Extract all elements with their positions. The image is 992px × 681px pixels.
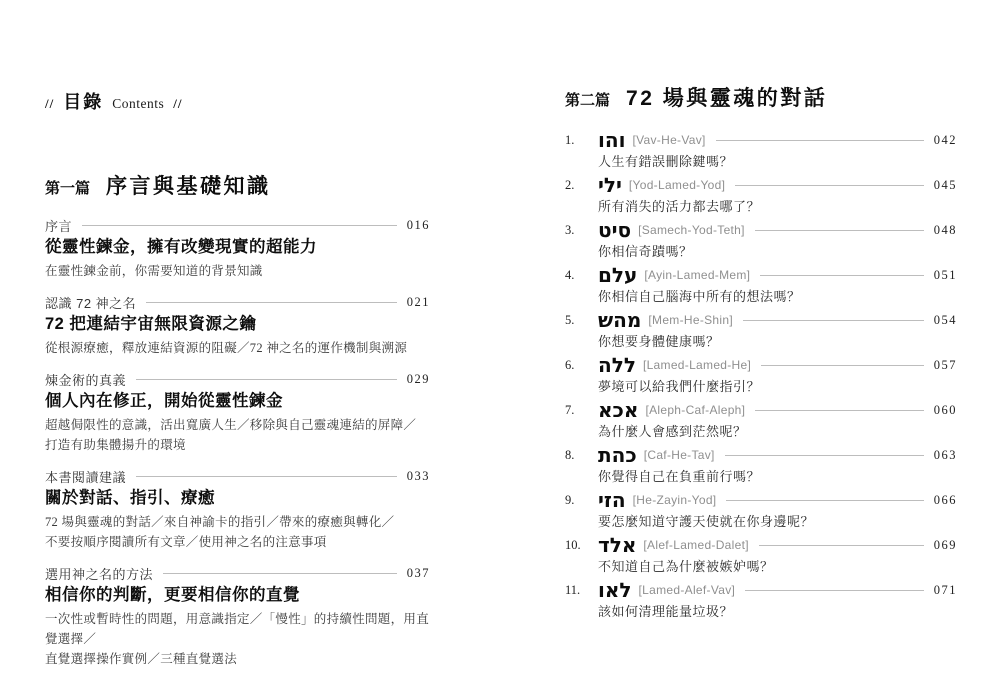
toc-item [565, 263, 957, 305]
item-line [565, 443, 957, 467]
item-number: 2. [565, 177, 575, 192]
entry-title: 關於對話、指引、療癒 [45, 489, 215, 507]
hebrew-name: מהש [598, 308, 642, 332]
page-number: 029 [406, 371, 430, 386]
item-line [565, 533, 957, 557]
toc-entry [45, 370, 430, 455]
toc-item [565, 353, 957, 395]
toc-item [565, 533, 957, 575]
toc-entry [45, 216, 430, 281]
item-question: 該如何清理能量垃圾？ [598, 604, 734, 619]
toc-entry [45, 467, 430, 552]
page-number: 069 [933, 537, 957, 552]
leader-line [759, 545, 924, 546]
entry-line [45, 216, 430, 234]
item-question: 夢境可以給我們什麼指引？ [598, 379, 761, 394]
leader-line [745, 590, 924, 591]
transliteration: [Lamed-Lamed-He] [642, 358, 752, 372]
part-two-label: 第二篇 [565, 92, 611, 109]
entry-description: 72 場與靈魂的對話／來自神諭卡的指引／帶來的療癒與轉化／ [45, 515, 395, 529]
transliteration: [Ayin-Lamed-Mem] [644, 268, 751, 282]
entry-title: 72 把連結宇宙無限資源之鑰 [45, 315, 257, 333]
toc-subtitle: Contents [112, 96, 165, 111]
item-number: 3. [565, 222, 575, 237]
toc-item [565, 578, 957, 620]
leader-line [146, 302, 397, 303]
page-number: 071 [933, 582, 957, 597]
toc-item [565, 308, 957, 350]
leader-line [136, 476, 397, 477]
left-column [45, 88, 430, 681]
transliteration: [Aleph-Caf-Aleph] [645, 403, 746, 417]
transliteration: [Caf-He-Tav] [643, 448, 715, 462]
entry-description: 從根源療癒，釋放連結資源的阻礙／72 神之名的運作機制與溯源 [45, 341, 408, 355]
part-one-heading [45, 174, 430, 202]
toc-header [45, 88, 430, 110]
item-number: 8. [565, 447, 575, 462]
page-number: 057 [933, 357, 957, 372]
item-question: 人生有錯誤刪除鍵嗎？ [598, 154, 734, 169]
page-number: 063 [933, 447, 957, 462]
item-number: 6. [565, 357, 575, 372]
hebrew-name: עלם [598, 263, 638, 287]
hebrew-name: לאו [598, 578, 632, 602]
transliteration: [Vav-He-Vav] [632, 133, 706, 147]
page-number: 016 [406, 217, 430, 232]
item-number: 4. [565, 267, 575, 282]
item-question: 你相信奇蹟嗎？ [598, 244, 693, 259]
toc-item [565, 488, 957, 530]
item-number: 11. [565, 582, 581, 597]
entry-description: 不要按順序閱讀所有文章／使用神之名的注意事項 [45, 535, 327, 549]
transliteration: [Samech-Yod-Teth] [638, 223, 745, 237]
hebrew-name: הזי [598, 488, 626, 512]
page-number: 060 [933, 402, 957, 417]
page-number: 037 [406, 565, 430, 580]
toc-item [565, 173, 957, 215]
transliteration: [He-Zayin-Yod] [632, 493, 717, 507]
decorative-slashes-left: // [45, 96, 55, 111]
hebrew-name: ילי [598, 173, 622, 197]
item-question: 要怎麼知道守護天使就在你身邊呢？ [598, 514, 815, 529]
part-two-items [565, 128, 957, 620]
leader-line [755, 230, 924, 231]
leader-line [761, 365, 924, 366]
entry-line [45, 564, 430, 582]
item-number: 7. [565, 402, 575, 417]
entry-label: 認識 72 神之名 [45, 295, 137, 311]
part-two-title: 72 場與靈魂的對話 [626, 87, 828, 110]
toc-item [565, 443, 957, 485]
entry-description: 打造有助集體揚升的環境 [45, 438, 186, 452]
entry-description: 超越侷限性的意識，活出寬廣人生／移除與自己靈魂連結的屏障／ [45, 418, 417, 432]
hebrew-name: ללה [598, 353, 636, 377]
toc-item [565, 218, 957, 260]
leader-line [755, 410, 923, 411]
item-line [565, 263, 957, 287]
entry-line [45, 370, 430, 388]
page-number: 045 [933, 177, 957, 192]
entry-description: 在靈性鍊金前，你需要知道的背景知識 [45, 264, 263, 278]
leader-line [163, 573, 397, 574]
item-question: 不知道自己為什麼被嫉妒嗎？ [598, 559, 774, 574]
toc-entry [45, 564, 430, 669]
toc-item [565, 398, 957, 440]
transliteration: [Lamed-Alef-Vav] [638, 583, 736, 597]
item-question: 為什麼人會感到茫然呢？ [598, 424, 747, 439]
item-question: 你相信自己腦海中所有的想法嗎？ [598, 289, 801, 304]
item-number: 5. [565, 312, 575, 327]
hebrew-name: סיט [598, 218, 632, 242]
hebrew-name: כהת [598, 443, 637, 467]
transliteration: [Yod-Lamed-Yod] [628, 178, 726, 192]
item-line [565, 398, 957, 422]
leader-line [743, 320, 924, 321]
transliteration: [Mem-He-Shin] [648, 313, 733, 327]
leader-line [136, 379, 397, 380]
page-number: 042 [933, 132, 957, 147]
leader-line [735, 185, 924, 186]
part-one-title: 序言與基礎知識 [106, 175, 271, 198]
page-number: 048 [933, 222, 957, 237]
hebrew-name: אלד [598, 533, 637, 557]
item-question: 你覺得自己在負重前行嗎？ [598, 469, 761, 484]
hebrew-name: אכא [598, 398, 639, 422]
entry-title: 個人內在修正，開始從靈性鍊金 [45, 392, 283, 410]
item-question: 你想要身體健康嗎？ [598, 334, 720, 349]
page-number: 033 [406, 468, 430, 483]
item-line [565, 578, 957, 602]
item-question: 所有消失的活力都去哪了？ [598, 199, 761, 214]
item-line [565, 128, 957, 152]
right-column [565, 86, 957, 623]
entry-line [45, 467, 430, 485]
part-two-heading [565, 86, 957, 114]
hebrew-name: והו [598, 128, 626, 152]
entry-label: 煉金術的真義 [45, 372, 127, 388]
leader-line [760, 275, 923, 276]
page-number: 066 [933, 492, 957, 507]
item-number: 9. [565, 492, 575, 507]
leader-line [725, 455, 924, 456]
item-line [565, 353, 957, 377]
page-number: 021 [406, 294, 430, 309]
toc-entry [45, 293, 430, 358]
entry-description: 一次性或暫時性的問題，用意識指定／「慢性」的持續性問題，用直覺選擇／ [45, 612, 430, 646]
item-line [565, 308, 957, 332]
entry-label: 選用神之名的方法 [45, 566, 154, 582]
toc-item [565, 128, 957, 170]
item-line [565, 173, 957, 197]
leader-line [726, 500, 923, 501]
part-one-sections [45, 216, 430, 669]
part-one-label: 第一篇 [45, 180, 91, 197]
leader-line [716, 140, 924, 141]
item-number: 10. [565, 537, 581, 552]
item-line [565, 218, 957, 242]
toc-title: 目錄 [63, 92, 104, 112]
entry-title: 從靈性鍊金，擁有改變現實的超能力 [45, 238, 317, 256]
page-number: 051 [933, 267, 957, 282]
page-number: 054 [933, 312, 957, 327]
leader-line [82, 225, 397, 226]
entry-label: 序言 [45, 218, 73, 234]
entry-label: 本書閱讀建議 [45, 469, 127, 485]
decorative-slashes-right: // [173, 96, 183, 111]
entry-description: 直覺選擇操作實例／三種直覺選法 [45, 652, 238, 666]
transliteration: [Alef-Lamed-Dalet] [643, 538, 749, 552]
entry-title: 相信你的判斷，更要相信你的直覺 [45, 586, 300, 604]
item-number: 1. [565, 132, 575, 147]
item-line [565, 488, 957, 512]
entry-line [45, 293, 430, 311]
